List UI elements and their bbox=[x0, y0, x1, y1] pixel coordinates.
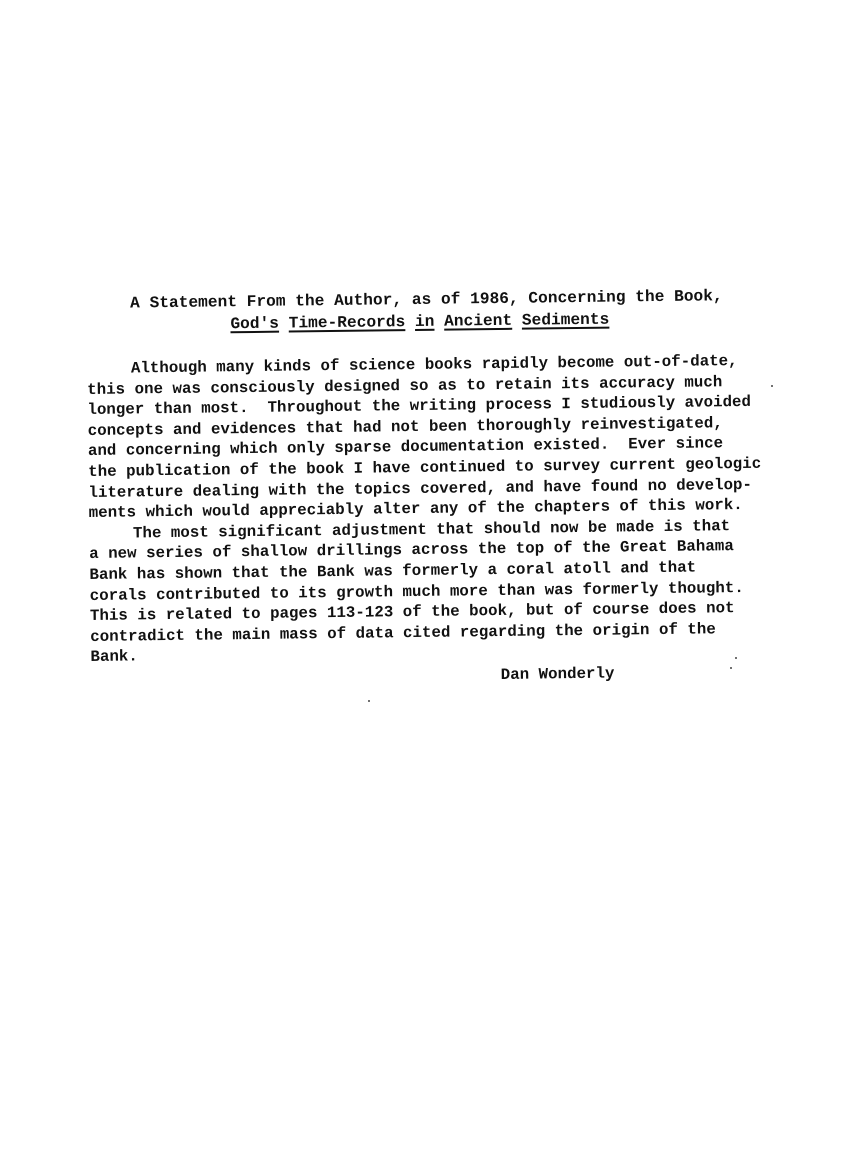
paragraph-line: The most significant adjustment that should now be made is that bbox=[132, 516, 731, 543]
scan-speck bbox=[735, 657, 737, 659]
paragraph-line: a new series of shallow drillings across the top of the Great Bahama bbox=[89, 537, 734, 564]
author-statement bbox=[86, 284, 791, 690]
paragraph-line: This is related to pages 113-123 of the book, but of course does not bbox=[89, 599, 735, 626]
paragraph-line: Bank has shown that the Bank was formerly a coral atoll and that bbox=[89, 558, 697, 584]
book-title-word: Ancient bbox=[444, 311, 513, 331]
paragraph-line: corals contributed to its growth much more than was formerly thought. bbox=[89, 578, 744, 605]
paragraph-line: Although many kinds of science books rapidly become out-of-date, bbox=[130, 352, 738, 378]
paragraph-line: Bank. bbox=[90, 647, 138, 667]
book-title-word: God's bbox=[230, 314, 280, 334]
paragraph-line: contradict the main mass of data cited regarding the origin of the bbox=[90, 620, 716, 646]
scan-speck bbox=[771, 385, 773, 387]
statement-body bbox=[87, 350, 791, 667]
paragraph-line: ments which would appreciably alter any of the chapters of this work. bbox=[88, 496, 743, 523]
book-title-word: in bbox=[414, 312, 435, 331]
statement-title: A Statement From the Author, as of 1986, Concerning the Book, bbox=[130, 287, 723, 313]
paragraph-line: and concerning which only sparse documentation existed. Ever since bbox=[87, 434, 724, 461]
paragraph-line: longer than most. Throughout the writing process I studiously avoided bbox=[87, 393, 752, 420]
author-signature: Dan Wonderly bbox=[500, 664, 615, 684]
scan-speck bbox=[730, 667, 732, 669]
scan-speck bbox=[368, 700, 370, 702]
book-title-word: Sediments bbox=[521, 310, 610, 330]
paragraph-line: literature dealing with the topics covered, and have found no develop- bbox=[88, 475, 753, 502]
paragraph-line: this one was consciously designed so as to retain its accuracy much bbox=[87, 372, 723, 399]
book-title-word: Time-Records bbox=[288, 313, 406, 333]
paragraph-line: the publication of the book I have continued to survey current geologic bbox=[88, 454, 762, 481]
paragraph-line: concepts and evidences that had not been thoroughly reinvestigated, bbox=[87, 414, 723, 440]
